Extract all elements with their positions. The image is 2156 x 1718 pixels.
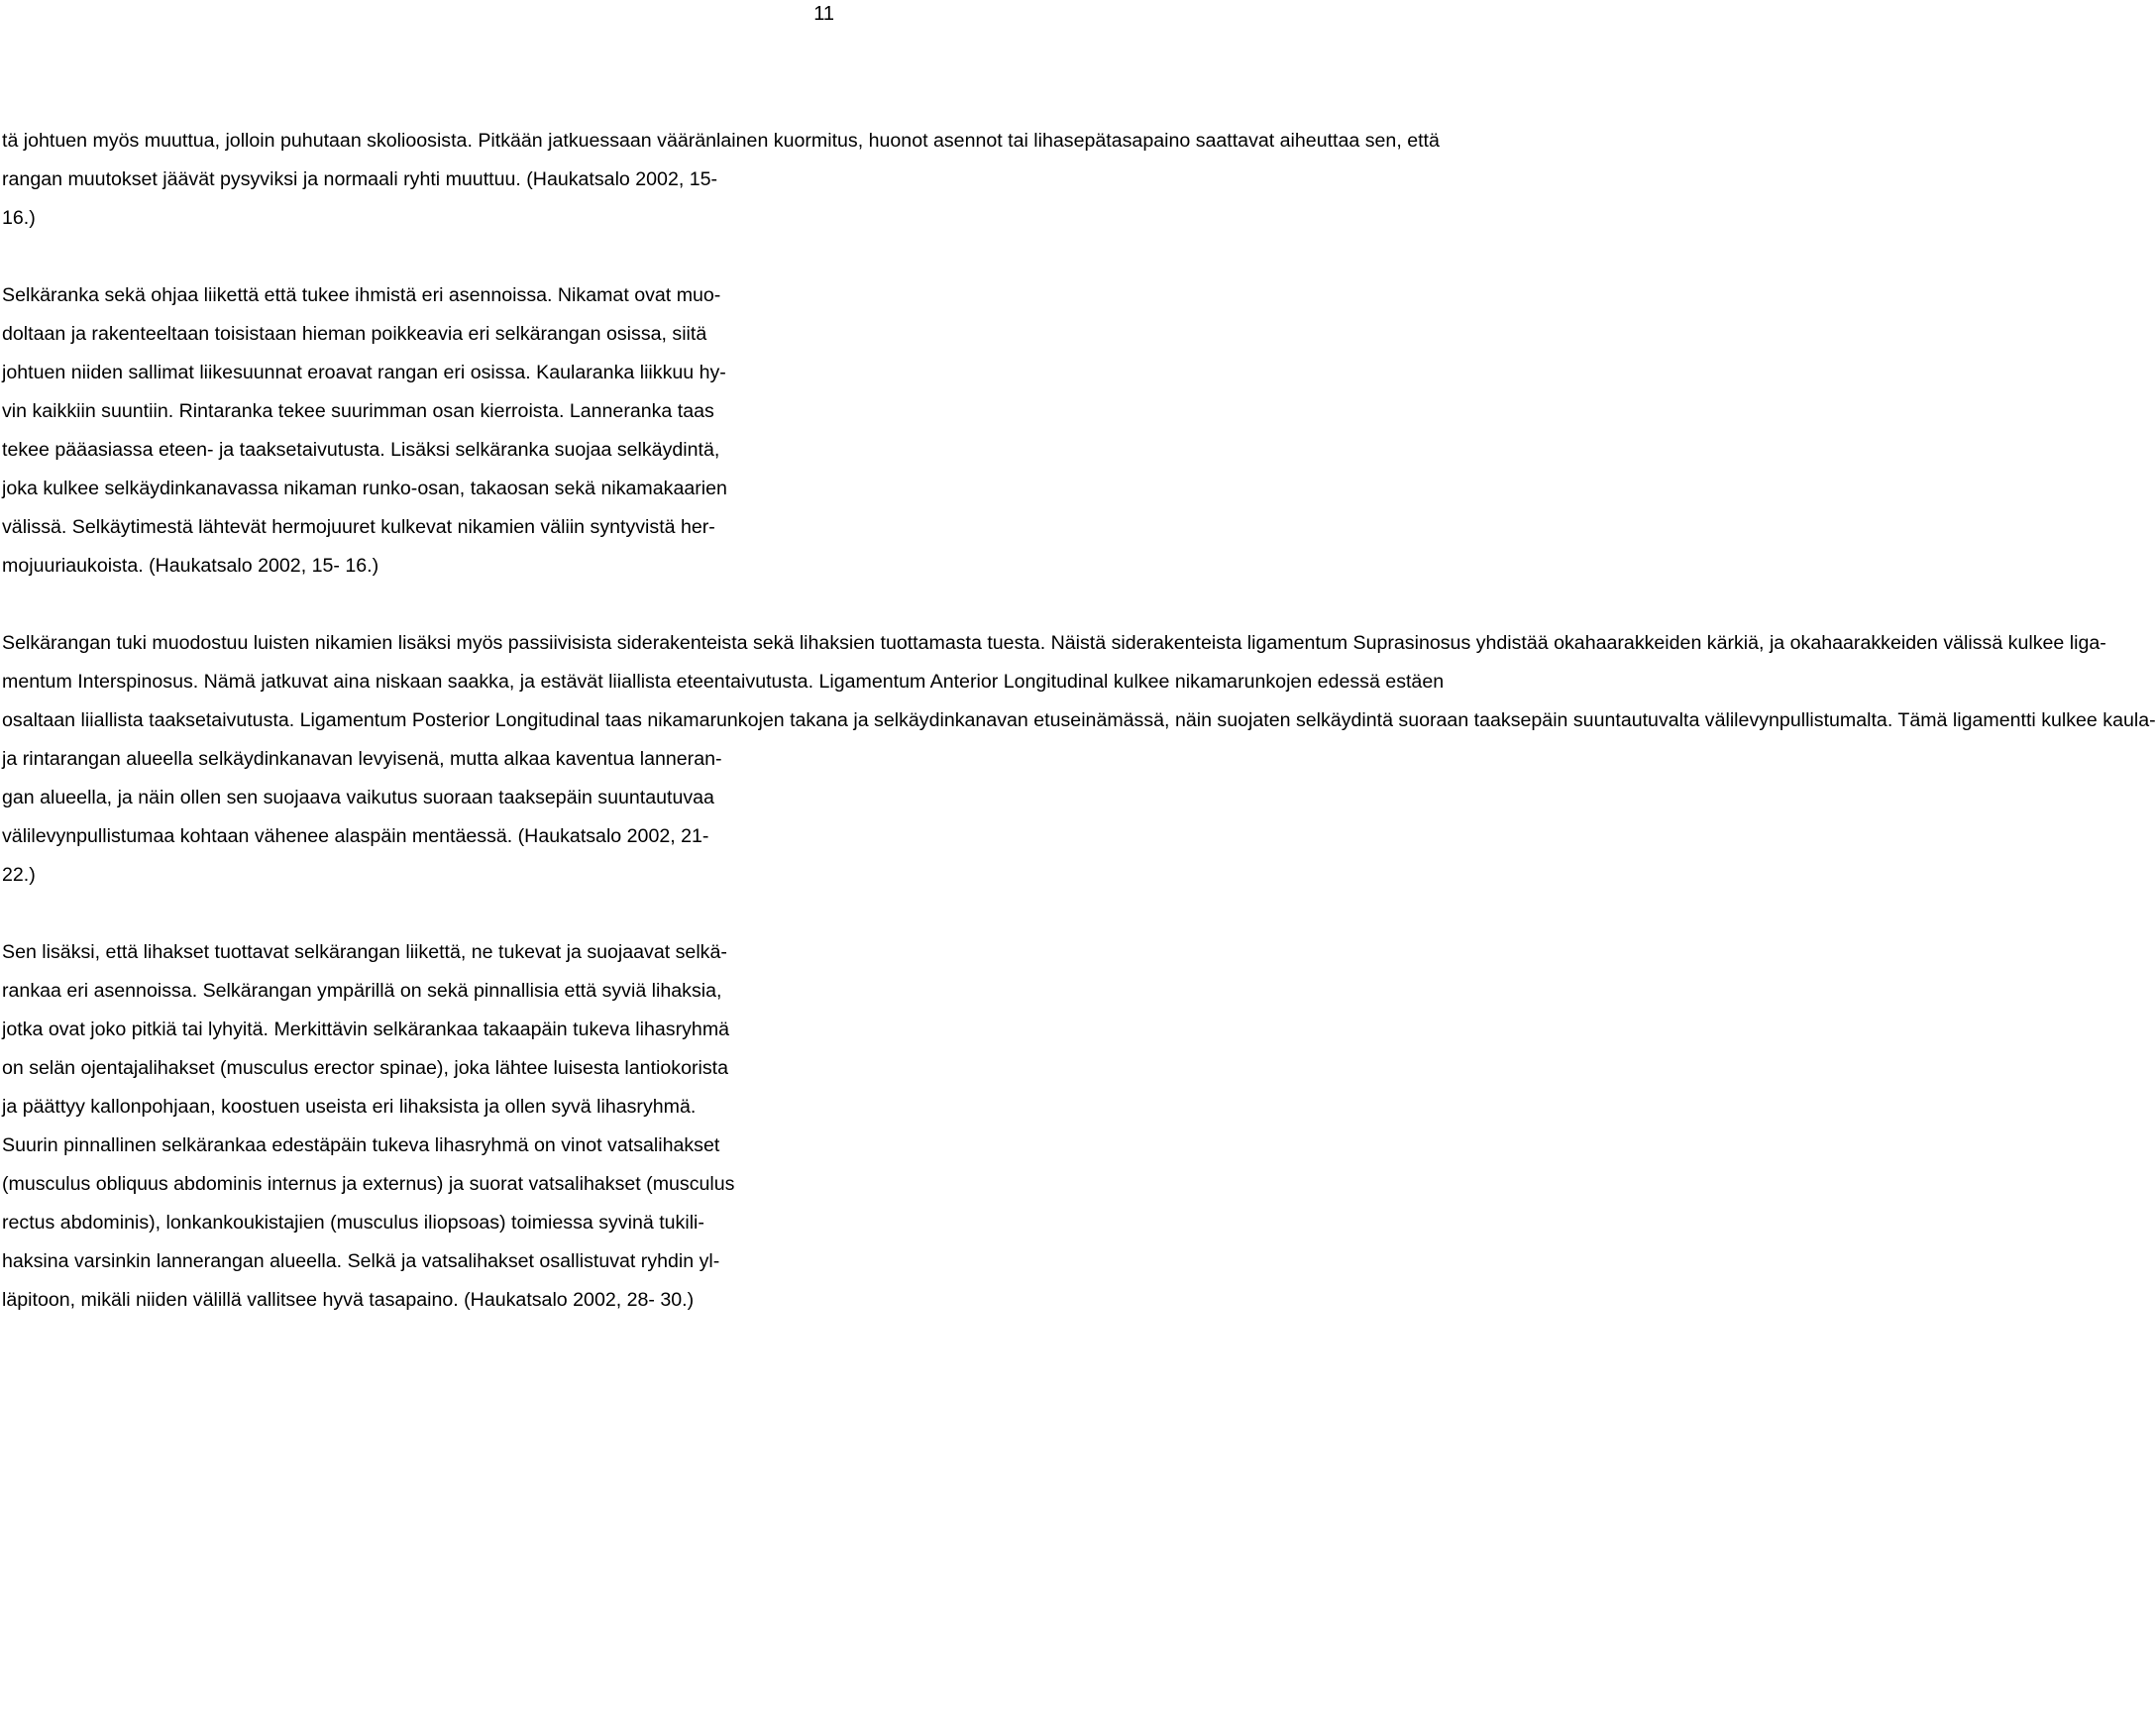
text-line: osaltaan liiallista taaksetaivutusta. Ligamentum Posterior Longitudinal taas nikamarunkojen takana ja selkäydinkanavan etuseinämässä, näin suojaten selkäydintä suoraan taaksepäin suuntautuvalta välilevynpullistumalta. Tämä ligamentti kulkee kaula-: [2, 709, 2156, 731]
paragraph-spine-movement: [2, 276, 945, 586]
text-line: rangan muutokset jäävät pysyviksi ja normaali ryhti muuttuu. (Haukatsalo 2002, 15-: [2, 168, 718, 190]
paragraph-gap: [2, 238, 945, 276]
text-line: vin kaikkiin suuntiin. Rintaranka tekee suurimman osan kierroista. Lanneranka taas: [2, 400, 714, 422]
text-line: johtuen niiden sallimat liikesuunnat eroavat rangan eri osissa. Kaularanka liikkuu hy-: [2, 362, 726, 383]
text-line: gan alueella, ja näin ollen sen suojaava vaikutus suoraan taaksepäin suuntautuvaa: [2, 787, 714, 808]
text-line: rankaa eri asennoissa. Selkärangan ympärillä on sekä pinnallisia että syviä lihaksia,: [2, 980, 722, 1002]
text-line: tekee pääasiassa eteen- ja taaksetaivutusta. Lisäksi selkäranka suojaa selkäydintä,: [2, 439, 720, 461]
text-line: Suurin pinnallinen selkärankaa edestäpäin tukeva lihasryhmä on vinot vatsalihakset: [2, 1134, 720, 1156]
text-line: ja päättyy kallonpohjaan, koostuen useista eri lihaksista ja ollen syvä lihasryhmä.: [2, 1096, 697, 1118]
text-line: Sen lisäksi, että lihakset tuottavat selkärangan liikettä, ne tukevat ja suojaavat selkä-: [2, 941, 727, 963]
text-line: joka kulkee selkäydinkanavassa nikaman runko-osan, takaosan sekä nikamakaarien: [2, 478, 727, 499]
text-line: jotka ovat joko pitkiä tai lyhyitä. Merkittävin selkärankaa takaapäin tukeva lihasryhmä: [2, 1019, 730, 1040]
text-line: Selkäranka sekä ohjaa liikettä että tukee ihmistä eri asennoissa. Nikamat ovat muo-: [2, 284, 721, 306]
paragraph-ligaments: [2, 624, 2156, 895]
text-line: Selkärangan tuki muodostuu luisten nikamien lisäksi myös passiivisista siderakenteista sekä lihaksien tuottamasta tuesta. Näistä siderakenteista ligamentum Suprasinosus yhdistää okahaarakkeiden kärkiä, ja okahaarakkeiden välissä kulkee liga-: [2, 632, 2106, 654]
text-line: ja rintarangan alueella selkäydinkanavan levyisenä, mutta alkaa kaventua lanneran-: [2, 748, 722, 770]
text-line: läpitoon, mikäli niiden välillä vallitsee hyvä tasapaino. (Haukatsalo 2002, 28- 30.): [2, 1289, 695, 1311]
paragraph-scoliosis: [2, 122, 1440, 238]
text-line: 22.): [2, 864, 36, 886]
text-line: haksina varsinkin lannerangan alueella. Selkä ja vatsalihakset osallistuvat ryhdin yl-: [2, 1250, 720, 1272]
text-line: 16.): [2, 207, 36, 229]
paragraph-gap: [2, 586, 945, 624]
text-line: välissä. Selkäytimestä lähtevät hermojuuret kulkevat nikamien väliin syntyvistä her-: [2, 516, 715, 538]
text-line: rectus abdominis), lonkankoukistajien (musculus iliopsoas) toimiessa syvinä tukili-: [2, 1212, 704, 1234]
text-line: mentum Interspinosus. Nämä jatkuvat aina niskaan saakka, ja estävät liiallista eteentaivutusta. Ligamentum Anterior Longitudinal kulkee nikamarunkojen edessä estäen: [2, 671, 1445, 693]
text-line: välilevynpullistumaa kohtaan vähenee alaspäin mentäessä. (Haukatsalo 2002, 21-: [2, 825, 709, 847]
text-line: doltaan ja rakenteeltaan toisistaan hieman poikkeavia eri selkärangan osissa, siitä: [2, 323, 707, 345]
body-text: [2, 122, 2156, 1320]
page-number: 11: [813, 3, 834, 25]
paragraph-muscles: [2, 933, 945, 1320]
text-line: mojuuriaukoista. (Haukatsalo 2002, 15- 16.): [2, 555, 379, 577]
paragraph-gap: [2, 895, 945, 933]
text-line: on selän ojentajalihakset (musculus erector spinae), joka lähtee luisesta lantiokorista: [2, 1057, 728, 1079]
text-line: (musculus obliquus abdominis internus ja externus) ja suorat vatsalihakset (musculus: [2, 1173, 735, 1195]
text-line: tä johtuen myös muuttua, jolloin puhutaan skolioosista. Pitkään jatkuessaan vääränlainen kuormitus, huonot asennot tai lihasepätasapaino saattavat aiheuttaa sen, että: [2, 130, 1440, 152]
